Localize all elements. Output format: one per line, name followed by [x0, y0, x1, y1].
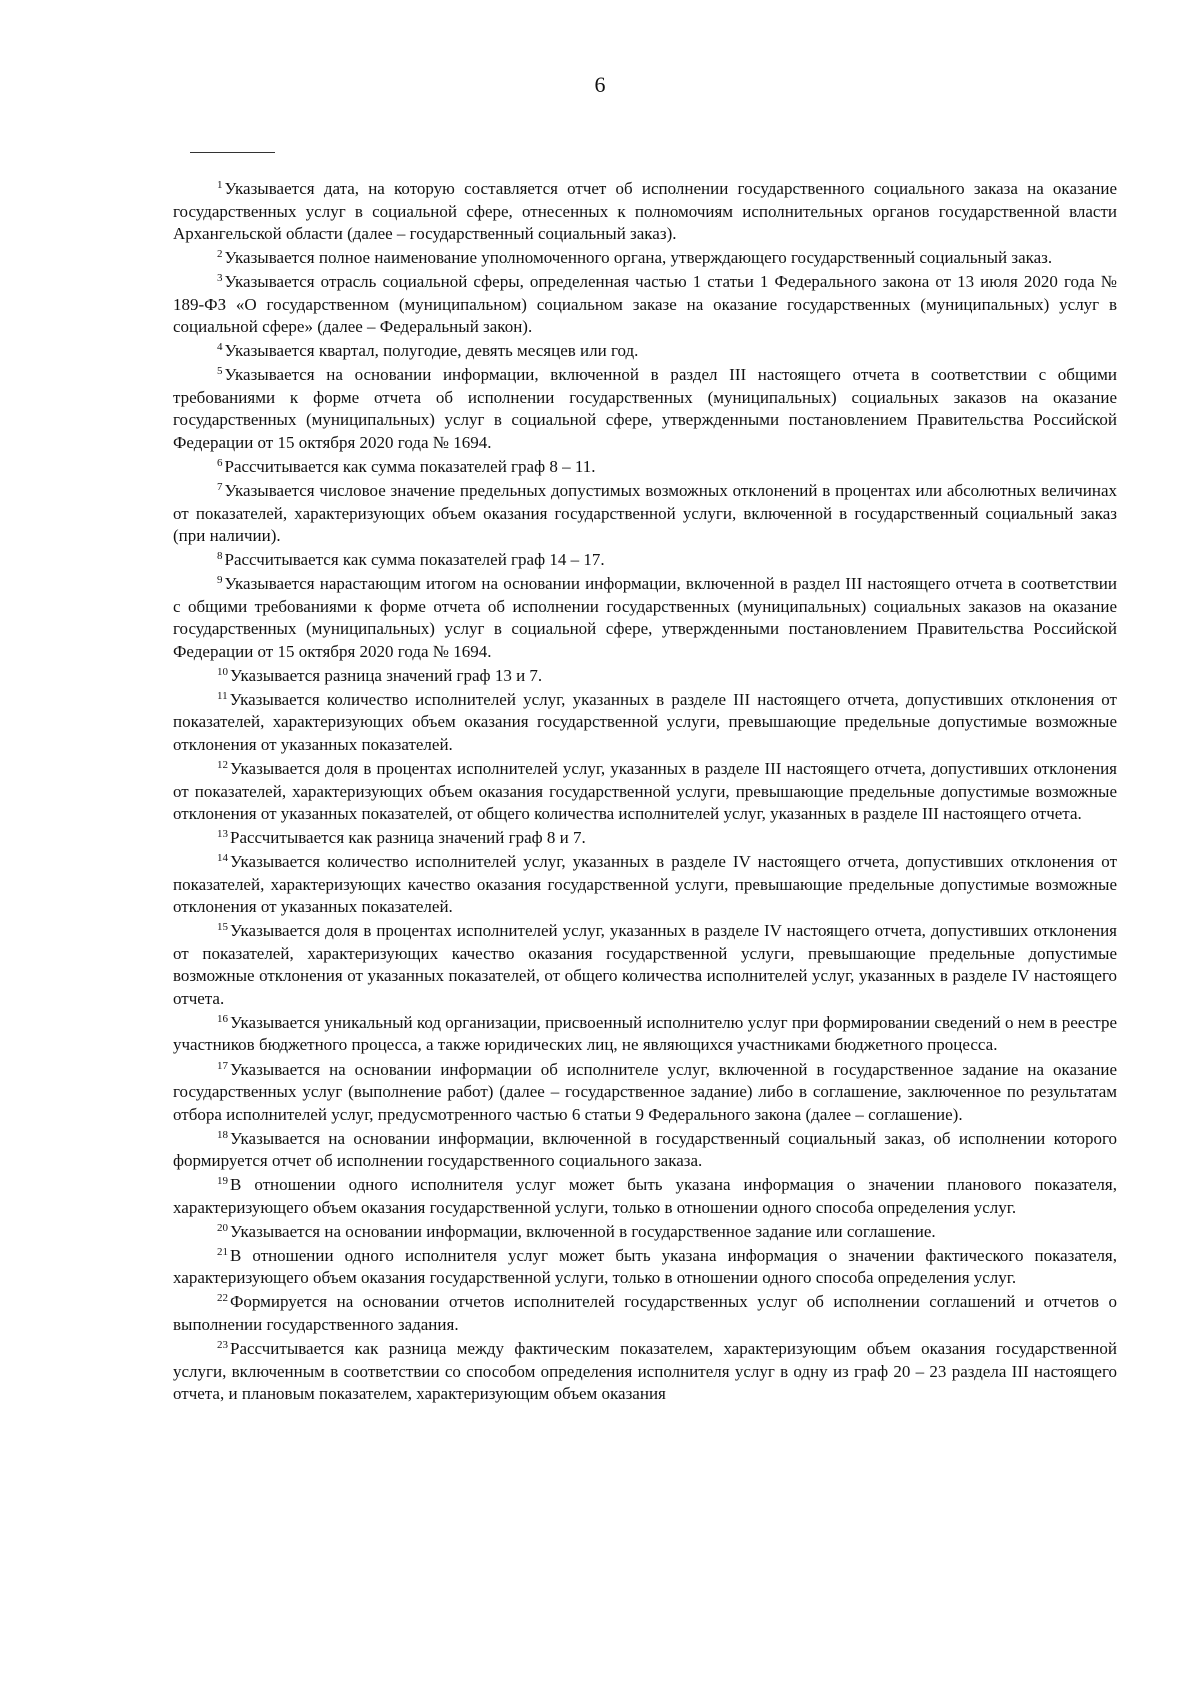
- footnote-text: Рассчитывается как сумма показателей граф 14 – 17.: [224, 550, 605, 570]
- footnote: [173, 364, 1117, 454]
- footnote: [173, 665, 1117, 688]
- footnote-number: 5: [217, 365, 223, 378]
- footnote: [173, 1338, 1117, 1406]
- footnote-number: 1: [217, 179, 223, 191]
- footnote: [173, 827, 1117, 850]
- footnote-number: 6: [217, 456, 223, 469]
- page-number: 6: [594, 72, 606, 97]
- footnote: [173, 480, 1117, 548]
- footnote: [173, 1245, 1117, 1290]
- footnote-text: Указывается дата, на которую составляется отчет об исполнении государственного социального заказа на оказание государственных услуг в социальной сфере, отнесенных к полномочиям исполнительных органов государственной власти Архангельской области (далее – государственный социальный заказ).: [173, 179, 1117, 243]
- footnote-number: 20: [217, 1221, 228, 1234]
- footnote-text: Указывается уникальный код организации, присвоенный исполнителю услуг при формировании сведений о нем в реестре участников бюджетного процесса, а также юридических лиц, не являющихся участниками бюджетного процесса.: [173, 1012, 1117, 1055]
- footnote-text: Указывается разница значений граф 13 и 7.: [230, 665, 543, 685]
- footnote-number: 13: [217, 828, 228, 841]
- footnote: [173, 851, 1117, 919]
- footnote: [173, 758, 1117, 826]
- footnote: [173, 1174, 1117, 1219]
- footnote-number: 17: [217, 1059, 228, 1072]
- footnote: [173, 340, 1117, 363]
- footnote: [173, 573, 1117, 663]
- footnote-text: Указывается полное наименование уполномоченного органа, утверждающего государственный социальный заказ.: [224, 248, 1053, 268]
- footnote-number: 2: [217, 248, 223, 261]
- footnote-text: Указывается количество исполнителей услуг, указанных в разделе III настоящего отчета, допустивших отклонения от показателей, характеризующих объем оказания государственной услуги, превышающие предельные допустимые возможные отклонения от указанных показателей.: [173, 689, 1117, 754]
- footnote-text: Рассчитывается как разница между фактическим показателем, характеризующим объем оказания государственной услуги, включенным в соответствии со способом определения исполнителя услуг в одну из граф 20 – 23 раздела III настоящего отчета, и плановым показателем, характеризующим объем оказания: [173, 1339, 1117, 1404]
- footnote-number: 21: [217, 1245, 228, 1258]
- footnote-text: Указывается на основании информации об исполнителе услуг, включенной в государственное задание на оказание государственных услуг (выполнение работ) (далее – государственное задание) либо в соглашение, заключенное по результатам отбора исполнителей услуг, предусмотренного частью 6 статьи 9 Федерального закона (далее – соглашение).: [173, 1059, 1117, 1124]
- footnote-text: Рассчитывается как разница значений граф 8 и 7.: [230, 828, 586, 848]
- footnote-number: 16: [217, 1012, 228, 1025]
- footnote-number: 12: [217, 759, 228, 772]
- footnote: [173, 456, 1117, 479]
- footnote: [173, 247, 1117, 270]
- footnote-text: Указывается количество исполнителей услуг, указанных в разделе IV настоящего отчета, допустивших отклонения от показателей, характеризующих качество оказания государственной услуги, превышающие предельные допустимые возможные отклонения от указанных показателей.: [173, 852, 1117, 917]
- footnote-text: Указывается доля в процентах исполнителей услуг, указанных в разделе III настоящего отчета, допустивших отклонения от показателей, характеризующих объем оказания государственной услуги, превышающие предельные допустимые возможные отклонения от указанных показателей, от общего количества исполнителей услуг, указанных в разделе III настоящего отчета.: [173, 759, 1117, 824]
- footnote-text: Указывается квартал, полугодие, девять месяцев или год.: [224, 341, 639, 361]
- footnote-number: 14: [217, 852, 228, 865]
- footnote-text: Указывается доля в процентах исполнителей услуг, указанных в разделе IV настоящего отчета, допустивших отклонения от показателей, характеризующих качество оказания государственной услуги, превышающие предельные допустимые возможные отклонения от указанных показателей, от общего количества исполнителей услуг, указанных в разделе IV настоящего отчета.: [173, 921, 1117, 1008]
- footnote-number: 19: [217, 1175, 228, 1188]
- footnote-number: 3: [217, 272, 223, 285]
- footnote-text: Рассчитывается как сумма показателей граф 8 – 11.: [224, 456, 596, 476]
- footnote-number: 7: [217, 481, 223, 494]
- footnote-number: 15: [217, 921, 228, 934]
- footnote-number: 22: [217, 1292, 228, 1305]
- footnote-text: В отношении одного исполнителя услуг может быть указана информация о значении фактического показателя, характеризующего объем оказания государственной услуги, только в отношении одного способа определения услуг.: [173, 1245, 1117, 1288]
- footnote: [173, 689, 1117, 757]
- footnote: [173, 1221, 1117, 1244]
- footnote-text: Указывается на основании информации, включенной в раздел III настоящего отчета в соответствии с общими требованиями к форме отчета об исполнении государственных (муниципальных) социальных заказов на оказание государственных (муниципальных) услуг в социальной сфере, утвержденными постановлением Правительства Российской Федерации от 15 октября 2020 года № 1694.: [173, 365, 1117, 452]
- footnote-number: 9: [217, 574, 223, 587]
- footnote-text: Указывается нарастающим итогом на основании информации, включенной в раздел III настоящего отчета в соответствии с общими требованиями к форме отчета об исполнении государственных (муниципальных) социальных заказов на оказание государственных (муниципальных) услуг в социальной сфере, утвержденными постановлением Правительства Российской Федерации от 15 октября 2020 года № 1694.: [173, 574, 1117, 661]
- footnote-text: Указывается на основании информации, включенной в государственное задание или соглашение.: [230, 1221, 936, 1241]
- footnote-separator: [190, 152, 275, 153]
- footnote-number: 10: [217, 665, 228, 678]
- footnote: [173, 271, 1117, 339]
- footnote-number: 8: [217, 550, 223, 563]
- footnote-text: Формируется на основании отчетов исполнителей государственных услуг об исполнении соглашений и отчетов о выполнении государственного задания.: [173, 1292, 1117, 1334]
- footnote-text: Указывается на основании информации, включенной в государственный социальный заказ, об исполнении которого формируется отчет об исполнении государственного социального заказа.: [173, 1128, 1117, 1171]
- footnote: [173, 178, 1117, 246]
- footnote-number: 18: [217, 1128, 228, 1141]
- footnote: [173, 1059, 1117, 1127]
- footnote: [173, 1128, 1117, 1173]
- footnote-text: В отношении одного исполнителя услуг может быть указана информация о значении планового показателя, характеризующего объем оказания государственной услуги, только в отношении одного способа определения услуг.: [173, 1175, 1117, 1217]
- footnote-text: Указывается числовое значение предельных допустимых возможных отклонений в процентах или абсолютных величинах от показателей, характеризующих объем оказания государственной услуги, включенной в государственный социальный заказ (при наличии).: [173, 481, 1117, 546]
- footnote: [173, 549, 1117, 572]
- footnote-number: 11: [217, 689, 228, 702]
- footnote-number: 23: [217, 1339, 228, 1352]
- footnote-number: 4: [217, 341, 223, 354]
- footnote: [173, 1291, 1117, 1336]
- footnote: [173, 1012, 1117, 1057]
- footnote: [173, 920, 1117, 1010]
- footnote-text: Указывается отрасль социальной сферы, определенная частью 1 статьи 1 Федерального закона от 13 июля 2020 года № 189-ФЗ «О государственном (муниципальном) социальном заказе на оказание государственных (муниципальных) услуг в социальной сфере» (далее – Федеральный закон).: [173, 272, 1117, 337]
- footnotes-list: [173, 178, 1117, 1407]
